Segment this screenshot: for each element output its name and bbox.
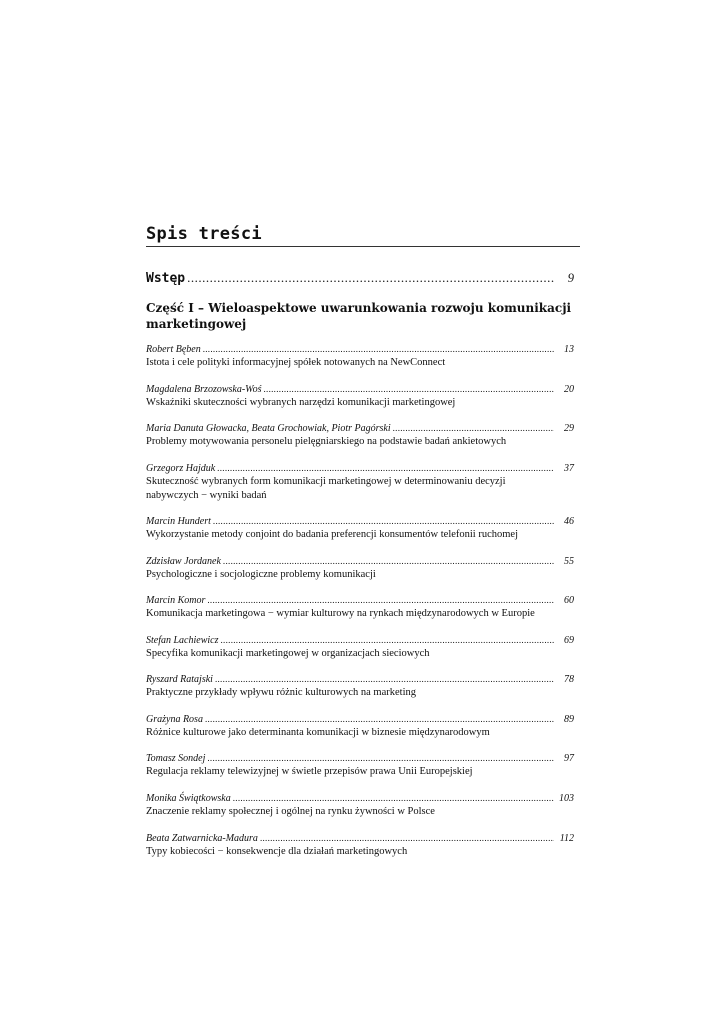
toc-entry	[146, 673, 574, 700]
intro-entry	[146, 270, 574, 286]
toc-entry	[146, 515, 574, 542]
entry-title: Znaczenie reklamy społecznej i ogólnej na rynku żywności w Polsce	[146, 806, 435, 817]
entry-author: Grzegorz Hajduk	[146, 463, 216, 474]
leader-dots	[263, 383, 554, 396]
entry-title: Skuteczność wybranych form komunikacji marketingowej w determinowaniu decyzji nabywczych − wyniki badań	[146, 476, 506, 501]
entry-author: Beata Zatwarnicka-Madura	[146, 833, 258, 844]
entry-title: Istota i cele polityki informacyjnej spółek notowanych na NewConnect	[146, 357, 446, 368]
leader-dots	[207, 594, 554, 607]
toc-entry	[146, 832, 574, 859]
leader-dots	[205, 713, 554, 726]
entry-title: Praktyczne przykłady wpływu różnic kulturowych na marketing	[146, 687, 417, 698]
toc-entry	[146, 555, 574, 582]
entry-page-number: 60	[564, 595, 574, 606]
entry-title: Typy kobiecości − konsekwencje dla działań marketingowych	[146, 846, 408, 857]
entry-page-number: 13	[564, 344, 574, 355]
leader-dots	[215, 673, 554, 686]
leader-dots	[233, 792, 554, 805]
leader-dots	[393, 422, 554, 435]
toc-entry	[146, 462, 574, 503]
entry-title: Różnice kulturowe jako determinanta komunikacji w biznesie międzynarodowym	[146, 727, 490, 738]
entry-page-number: 97	[564, 753, 574, 764]
toc-entry	[146, 422, 574, 449]
part-heading: Część I – Wieloaspektowe uwarunkowania rozwoju komunikacji marketingowej	[146, 301, 572, 331]
heading-rule	[146, 246, 580, 247]
entry-author: Monika Świątkowska	[146, 793, 231, 804]
entry-title: Wykorzystanie metody conjoint do badania preferencji konsumentów telefonii ruchomej	[146, 529, 519, 540]
toc-entry	[146, 594, 574, 621]
entry-page-number: 69	[564, 635, 574, 646]
toc-entry	[146, 792, 574, 819]
entry-page-number: 78	[564, 674, 574, 685]
entry-author: Tomasz Sondej	[146, 753, 206, 764]
entry-page-number: 55	[564, 556, 574, 567]
entry-author: Marcin Komor	[146, 595, 206, 606]
toc-entry	[146, 713, 574, 740]
toc-entry	[146, 752, 574, 779]
intro-label: Wstęp	[146, 271, 186, 286]
entry-title: Psychologiczne i socjologiczne problemy komunikacji	[146, 569, 376, 580]
leader-dots	[203, 343, 554, 356]
leader-dots	[217, 462, 554, 475]
entry-title: Specyfika komunikacji marketingowej w organizacjach sieciowych	[146, 648, 430, 659]
leader-dots	[223, 555, 554, 568]
toc-entry	[146, 383, 574, 410]
entry-author: Marcin Hundert	[146, 516, 211, 527]
toc-entry	[146, 634, 574, 661]
entry-page-number: 20	[564, 384, 574, 395]
entry-author: Zdzisław Jordanek	[146, 556, 221, 567]
leader-dots	[207, 752, 554, 765]
entry-page-number: 112	[559, 833, 574, 844]
entry-title: Komunikacja marketingowa − wymiar kulturowy na rynkach międzynarodowych w Europie	[146, 608, 535, 619]
toc-heading: Spis treści	[146, 224, 262, 244]
entry-title: Wskaźniki skuteczności wybranych narzędzi komunikacji marketingowej	[146, 397, 456, 408]
entry-author: Grażyna Rosa	[146, 714, 203, 725]
entry-page-number: 103	[559, 793, 574, 804]
entry-author: Maria Danuta Głowacka, Beata Grochowiak, Piotr Pagórski	[146, 423, 391, 434]
entry-title: Regulacja reklamy telewizyjnej w świetle przepisów prawa Unii Europejskiej	[146, 766, 473, 777]
entry-page-number: 46	[564, 516, 574, 527]
entry-page-number: 89	[564, 714, 574, 725]
entry-author: Magdalena Brzozowska-Woś	[146, 384, 262, 395]
leader-dots	[187, 270, 554, 286]
entry-title: Problemy motywowania personelu pielęgniarskiego na podstawie badań ankietowych	[146, 436, 507, 447]
leader-dots	[213, 515, 554, 528]
toc-entry	[146, 343, 574, 370]
entry-author: Stefan Lachiewicz	[146, 635, 219, 646]
entry-page-number: 29	[564, 423, 574, 434]
leader-dots	[260, 832, 554, 845]
entry-page-number: 37	[564, 463, 574, 474]
entry-author: Ryszard Ratajski	[146, 674, 213, 685]
entry-author: Robert Bęben	[146, 344, 201, 355]
leader-dots	[221, 634, 555, 647]
intro-page-number: 9	[567, 271, 574, 285]
